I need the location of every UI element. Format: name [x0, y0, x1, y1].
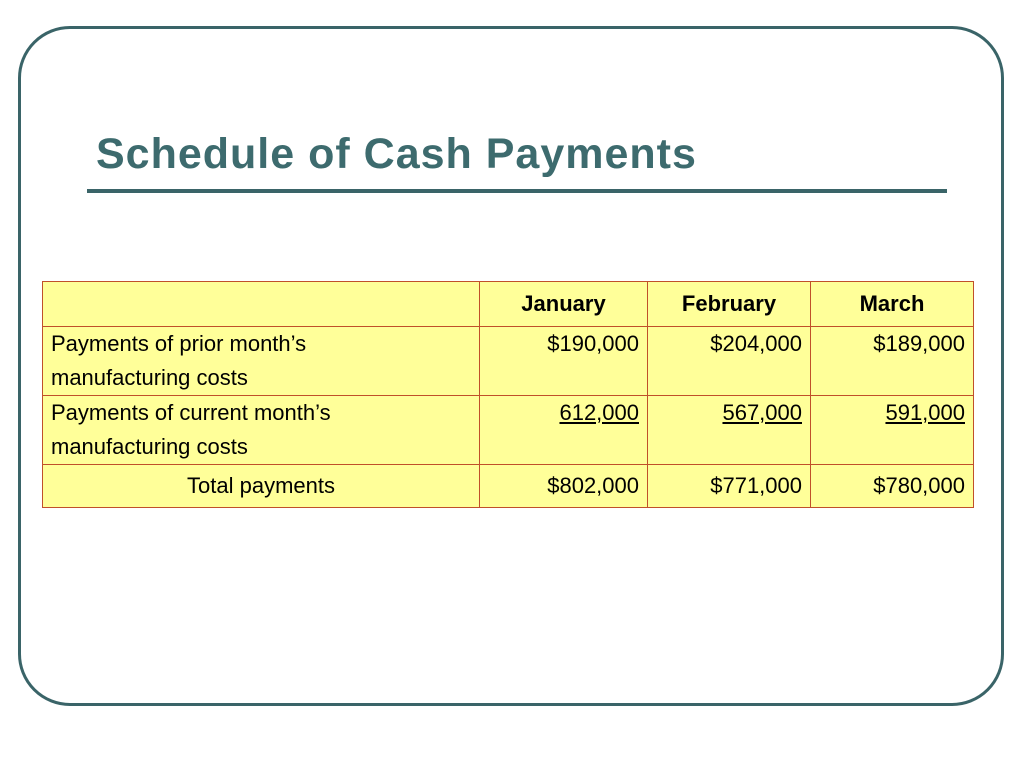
table-row — [43, 396, 974, 465]
header-february: February — [648, 282, 811, 327]
total-january: $802,000 — [480, 465, 648, 508]
header-january: January — [480, 282, 648, 327]
cell-march: $189,000 — [811, 327, 974, 396]
page-title: Schedule of Cash Payments — [96, 130, 697, 178]
row-label-prior-month — [43, 327, 480, 396]
cell-january — [480, 396, 648, 465]
cell-january: $190,000 — [480, 327, 648, 396]
table-row — [43, 327, 974, 396]
row-label-current-month — [43, 396, 480, 465]
title-underline — [87, 189, 947, 193]
cell-value: 591,000 — [885, 400, 965, 425]
cell-february — [648, 396, 811, 465]
total-march: $780,000 — [811, 465, 974, 508]
cash-payments-table — [42, 281, 974, 508]
cell-value: 612,000 — [559, 400, 639, 425]
header-blank-cell — [43, 282, 480, 327]
cell-value: 567,000 — [722, 400, 802, 425]
row-label-line: manufacturing costs — [51, 434, 248, 459]
row-label-line: Payments of prior month’s — [51, 331, 307, 356]
total-february: $771,000 — [648, 465, 811, 508]
row-label-line: Payments of current month’s — [51, 400, 331, 425]
table-total-row — [43, 465, 974, 508]
cell-march — [811, 396, 974, 465]
cell-february: $204,000 — [648, 327, 811, 396]
row-label-line: manufacturing costs — [51, 365, 248, 390]
total-label: Total payments — [43, 465, 480, 508]
header-march: March — [811, 282, 974, 327]
table-header-row — [43, 282, 974, 327]
